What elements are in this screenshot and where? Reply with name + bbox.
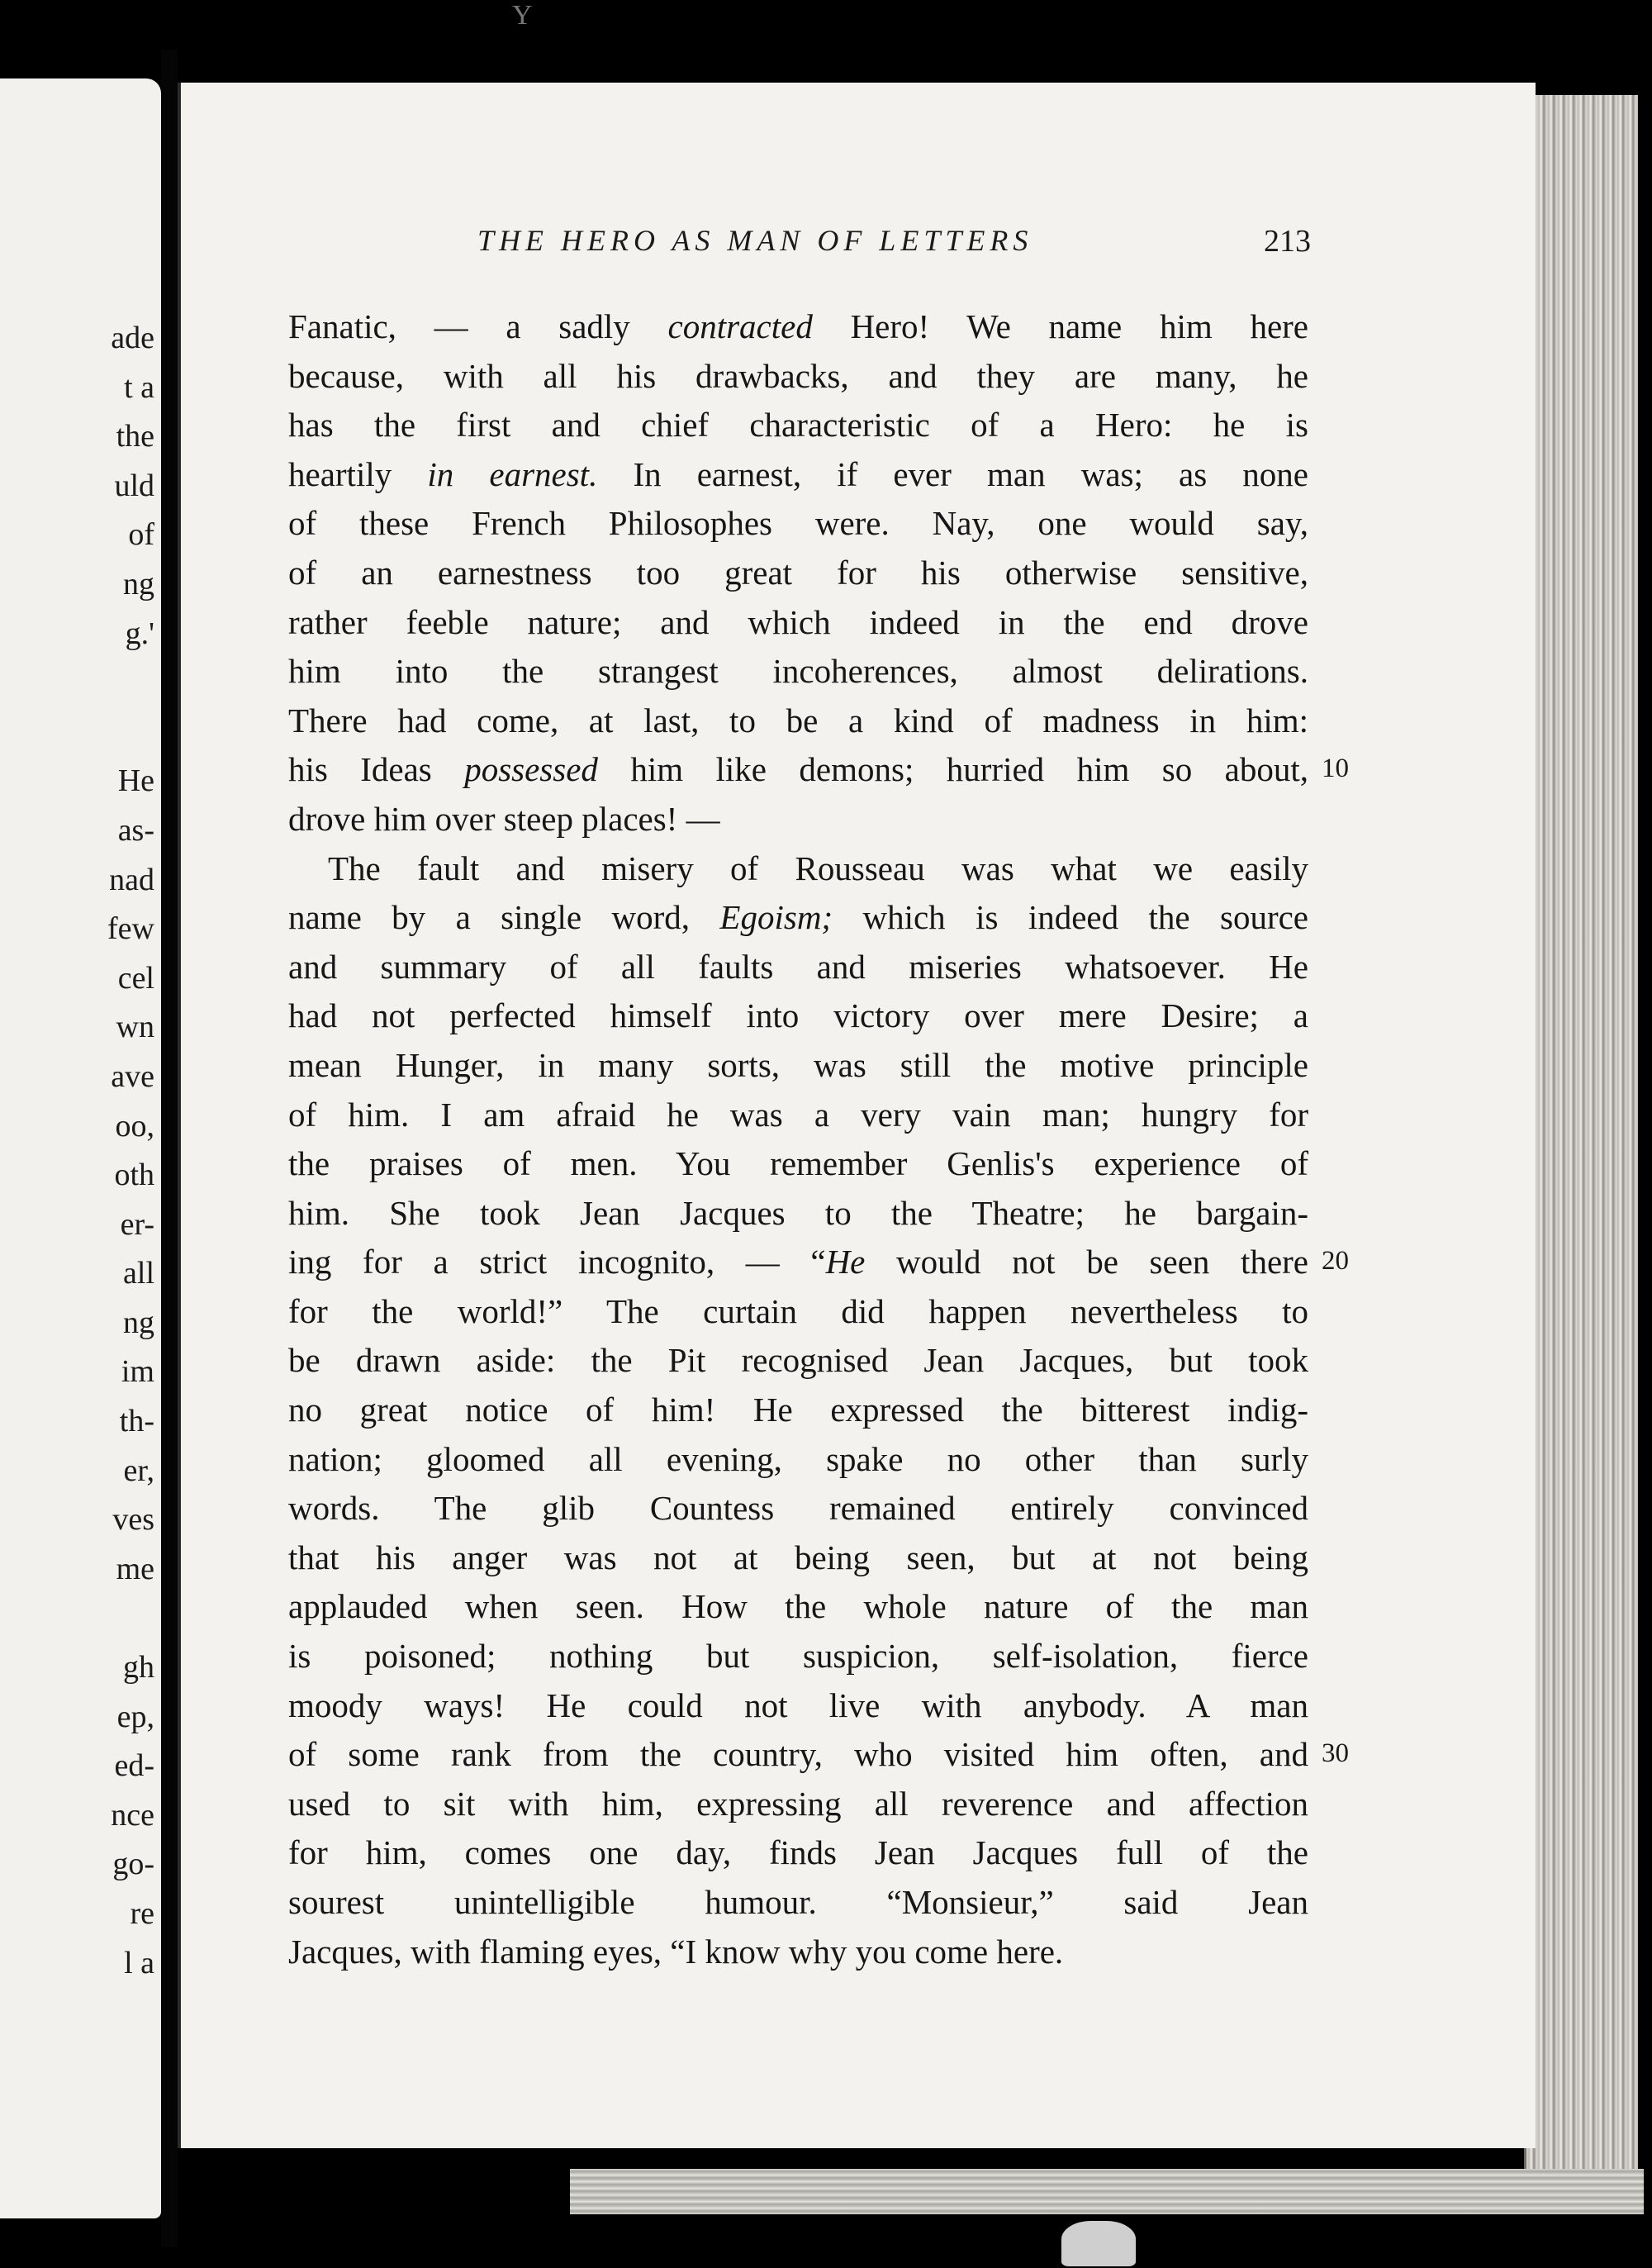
left-page-fragment: l a (124, 1945, 154, 1980)
italic-text: Egoism; (719, 898, 833, 937)
body-text (288, 302, 1308, 1976)
text-line (288, 844, 1308, 894)
text-run: him. She took Jean Jacques to the Theatre; he bargain- (288, 1193, 1308, 1232)
left-page-fragment: nce (111, 1797, 154, 1833)
text-run: that his anger was not at being seen, but at not being (288, 1538, 1308, 1576)
left-page-fragment: ng (123, 1305, 154, 1340)
text-run: Fanatic, — a sadly (288, 307, 668, 345)
top-clamp-mark: Y (512, 0, 533, 31)
text-run: is poisoned; nothing but suspicion, self-isolation, fierce (288, 1637, 1308, 1676)
text-run: ing for a strict incognito, — “ (288, 1243, 826, 1281)
book-gutter (161, 50, 178, 2247)
text-run: of these French Philosophes were. Nay, one would say, (288, 504, 1308, 543)
text-line (288, 1632, 1308, 1681)
text-line (288, 1828, 1308, 1878)
text-line (288, 1878, 1308, 1928)
text-line (288, 549, 1308, 598)
left-page-fragment: uld (114, 468, 154, 503)
text-line (288, 1189, 1308, 1239)
text-line (288, 647, 1308, 697)
text-run: drove him over steep places! — (288, 799, 720, 838)
left-page-fragment: ade (111, 321, 154, 355)
text-run: rather feeble nature; and which indeed in the end drove (288, 602, 1308, 641)
left-page-fragment (22, 659, 154, 708)
text-line (288, 745, 1308, 795)
text-run: because, with all his drawbacks, and they are many, he (288, 356, 1308, 395)
left-page-fragment: er, (123, 1453, 154, 1488)
text-line (288, 1238, 1308, 1287)
text-run: Hero! We name him here (812, 307, 1309, 345)
text-run: applauded when seen. How the whole nature of the man (288, 1587, 1308, 1626)
text-run: him into the strangest incoherences, almost delirations. (288, 652, 1308, 691)
text-line (288, 893, 1308, 943)
page-fore-edge (1524, 95, 1638, 2206)
text-run: mean Hunger, in many sorts, was still the motive principle (288, 1045, 1308, 1084)
text-line (288, 598, 1308, 648)
page-bottom-edge (570, 2169, 1644, 2214)
left-page-fragment: t a (124, 369, 154, 405)
left-page-fragment: me (116, 1551, 154, 1586)
text-line (288, 1681, 1308, 1731)
left-page-fragment: ves (112, 1502, 154, 1538)
left-facing-page (0, 78, 161, 2218)
page-number: 213 (1264, 224, 1311, 259)
text-line (288, 1730, 1308, 1780)
text-line (288, 1533, 1308, 1583)
text-run: which is indeed the source (833, 898, 1308, 937)
left-page-fragment: oo, (115, 1108, 154, 1144)
left-page-fragment: ng (123, 566, 154, 601)
left-page-fragment: the (116, 419, 154, 454)
left-page-fragment: go- (112, 1847, 154, 1882)
text-run: moody ways! He could not live with anybody. A man (288, 1686, 1308, 1724)
text-line (288, 1780, 1308, 1829)
left-page-fragment: re (130, 1896, 154, 1931)
left-page-fragment: ave (111, 1058, 154, 1094)
text-line (288, 352, 1308, 402)
text-run: and summary of all faults and miseries whatsoever. He (288, 947, 1308, 986)
text-line (288, 1484, 1308, 1533)
text-line (288, 1139, 1308, 1189)
text-run: of him. I am afraid he was a very vain man; hungry for (288, 1095, 1308, 1134)
left-page-fragment: g.' (125, 616, 154, 651)
text-line (288, 302, 1308, 352)
text-line (288, 1287, 1308, 1337)
left-page-fragment: th- (119, 1404, 154, 1439)
left-page-fragment: ep, (116, 1699, 154, 1734)
text-run: his Ideas (288, 750, 465, 789)
left-page-fragment: er- (120, 1206, 154, 1242)
text-run: would not be seen there (865, 1243, 1308, 1281)
left-page-fragment: nad (109, 862, 154, 897)
text-run: There had come, at last, to be a kind of madness in him: (288, 701, 1308, 739)
text-run: used to sit with him, expressing all reverence and affection (288, 1784, 1308, 1823)
text-run: for him, comes one day, finds Jean Jacques full of the (288, 1833, 1308, 1872)
left-page-fragment: cel (117, 960, 154, 996)
left-page-fragment: wn (116, 1010, 154, 1045)
text-line (288, 450, 1308, 500)
left-page-fragment (22, 708, 154, 758)
margin-line-number: 30 (1322, 1738, 1349, 1769)
bottom-clamp (1061, 2221, 1136, 2266)
text-run: nation; gloomed all evening, spake no other than surly (288, 1439, 1308, 1478)
text-line (288, 1435, 1308, 1485)
running-head: THE HERO AS MAN OF LETTERS (477, 224, 1033, 257)
left-page-fragment: few (107, 911, 154, 947)
text-line (288, 1582, 1308, 1632)
text-run: him like demons; hurried him so about, (597, 750, 1308, 789)
text-run: name by a single word, (288, 898, 720, 937)
text-run: Jacques, with flaming eyes, “I know why you come here. (288, 1932, 1064, 1971)
left-page-fragment: as- (117, 812, 154, 848)
text-run: heartily (288, 454, 428, 493)
text-line (288, 1386, 1308, 1435)
text-run: sourest unintelligible humour. “Monsieur,” said Jean (288, 1883, 1308, 1921)
text-run: has the first and chief characteristic of a Hero: he is (288, 406, 1308, 445)
left-page-text-fragments (22, 314, 154, 1988)
left-page-fragment (22, 1594, 154, 1643)
margin-line-number: 20 (1322, 1246, 1349, 1277)
text-line (288, 1091, 1308, 1140)
text-run: be drawn aside: the Pit recognised Jean Jacques, but took (288, 1341, 1308, 1380)
left-page-fragment: of (128, 517, 154, 553)
italic-text: contracted (667, 307, 813, 345)
text-line (288, 401, 1308, 450)
text-run: the praises of men. You remember Genlis's experience of (288, 1144, 1308, 1183)
text-line (288, 991, 1308, 1041)
text-line (288, 795, 1308, 844)
left-page-fragment: all (123, 1256, 154, 1291)
left-page-fragment: gh (123, 1650, 154, 1686)
text-run: for the world!” The curtain did happen nevertheless to (288, 1291, 1308, 1330)
text-line (288, 943, 1308, 992)
italic-text: possessed (464, 750, 598, 789)
text-line (288, 499, 1308, 549)
italic-text: He (825, 1243, 866, 1281)
text-line (288, 1928, 1308, 1977)
text-run: The fault and misery of Rousseau was what we easily (328, 849, 1308, 887)
text-line (288, 1041, 1308, 1091)
italic-text: in earnest. (427, 454, 598, 493)
text-run: In earnest, if ever man was; as none (597, 454, 1308, 493)
text-line (288, 1336, 1308, 1386)
left-page-fragment: oth (114, 1158, 154, 1193)
margin-line-number: 10 (1322, 754, 1349, 784)
left-page-fragment: ed- (114, 1748, 154, 1784)
text-run: had not perfected himself into victory over mere Desire; a (288, 996, 1308, 1035)
text-run: of an earnestness too great for his otherwise sensitive, (288, 553, 1308, 592)
left-page-fragment: He (117, 763, 154, 799)
text-line (288, 697, 1308, 746)
text-run: no great notice of him! He expressed the bitterest indig- (288, 1391, 1308, 1429)
text-run: of some rank from the country, who visited him often, and (288, 1735, 1308, 1774)
left-page-fragment: im (121, 1354, 154, 1390)
text-run: words. The glib Countess remained entirely convinced (288, 1489, 1308, 1528)
